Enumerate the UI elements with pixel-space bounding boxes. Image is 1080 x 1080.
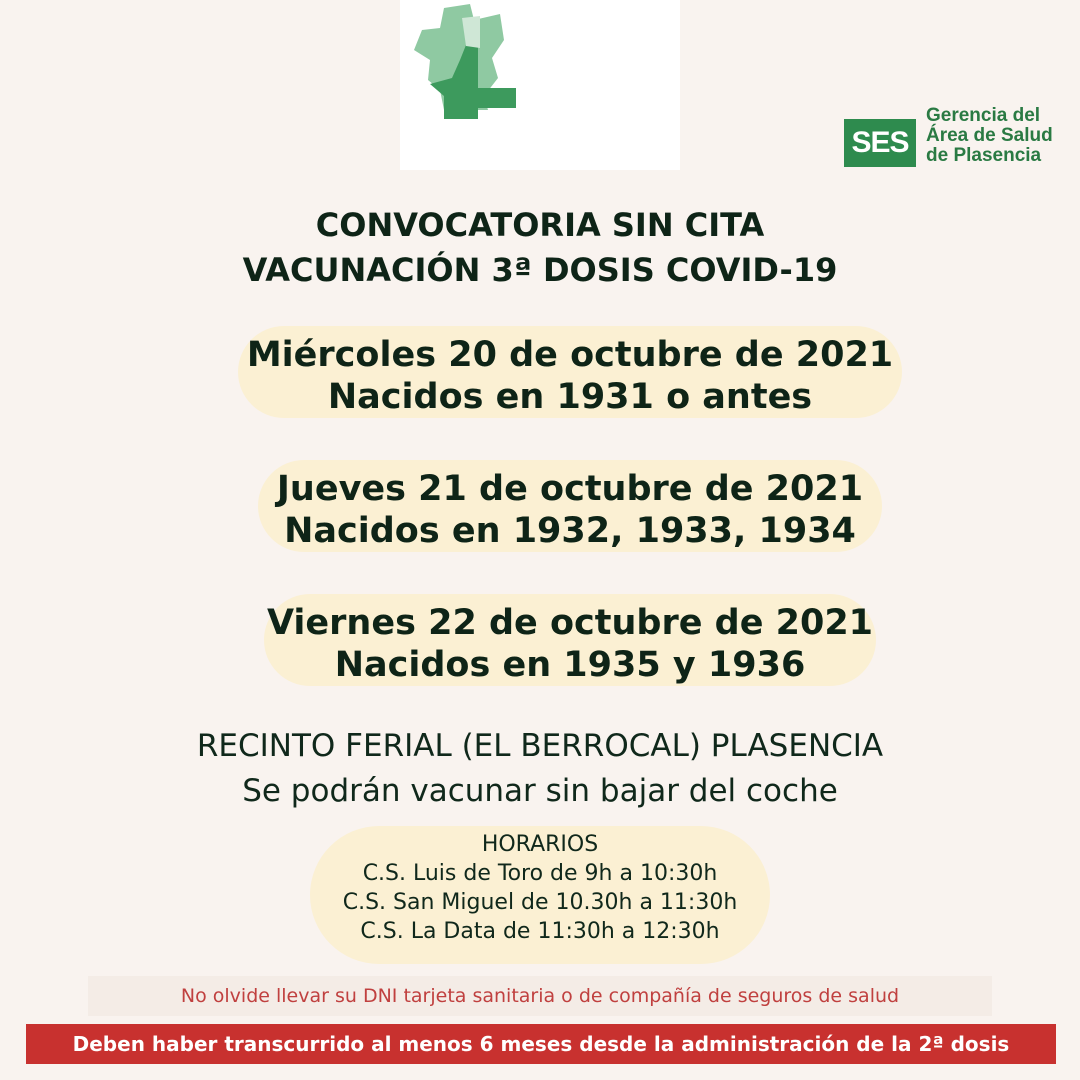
ses-abbreviation: SES bbox=[844, 119, 916, 167]
day-date: Miércoles 20 de octubre de 2021 bbox=[246, 335, 894, 375]
title-line-1: CONVOCATORIA SIN CITA bbox=[315, 206, 765, 244]
warning-banner: Deben haber transcurrido al menos 6 meses desde la administración de la 2ª dosis bbox=[26, 1024, 1056, 1064]
extremadura-map-cross-icon bbox=[400, 0, 680, 170]
day-group: Nacidos en 1932, 1933, 1934 bbox=[284, 511, 856, 551]
schedule-block bbox=[310, 826, 770, 964]
reminder-note: No olvide llevar su DNI tarjeta sanitaria o de compañía de seguros de salud bbox=[88, 976, 992, 1016]
venue-note: Se podrán vacunar sin bajar del coche bbox=[242, 773, 838, 809]
day-block-friday bbox=[264, 594, 876, 686]
schedule-item: C.S. Luis de Toro de 9h a 10:30h bbox=[362, 861, 718, 886]
schedule-heading: HORARIOS bbox=[481, 832, 599, 857]
day-group: Nacidos en 1935 y 1936 bbox=[334, 645, 806, 685]
day-date: Jueves 21 de octubre de 2021 bbox=[276, 469, 864, 509]
title-line-2: VACUNACIÓN 3ª DOSIS COVID-19 bbox=[242, 251, 838, 289]
day-date: Viernes 22 de octubre de 2021 bbox=[266, 603, 874, 643]
org-name-line: Área de Salud bbox=[926, 125, 1053, 146]
day-block-wednesday bbox=[238, 326, 902, 418]
day-block-thursday bbox=[258, 460, 882, 552]
day-group: Nacidos en 1931 o antes bbox=[327, 377, 813, 417]
schedule-item: C.S. La Data de 11:30h a 12:30h bbox=[360, 919, 720, 944]
venue-info bbox=[0, 724, 1080, 814]
venue-place: RECINTO FERIAL (EL BERROCAL) PLASENCIA bbox=[196, 728, 884, 764]
ses-logo bbox=[400, 0, 1053, 170]
page-title bbox=[0, 203, 1080, 293]
organization-name bbox=[926, 106, 1080, 166]
org-name-line: de Plasencia bbox=[926, 145, 1042, 166]
org-name-line: Gerencia del bbox=[926, 105, 1041, 126]
schedule-item: C.S. San Miguel de 10.30h a 11:30h bbox=[342, 890, 738, 915]
